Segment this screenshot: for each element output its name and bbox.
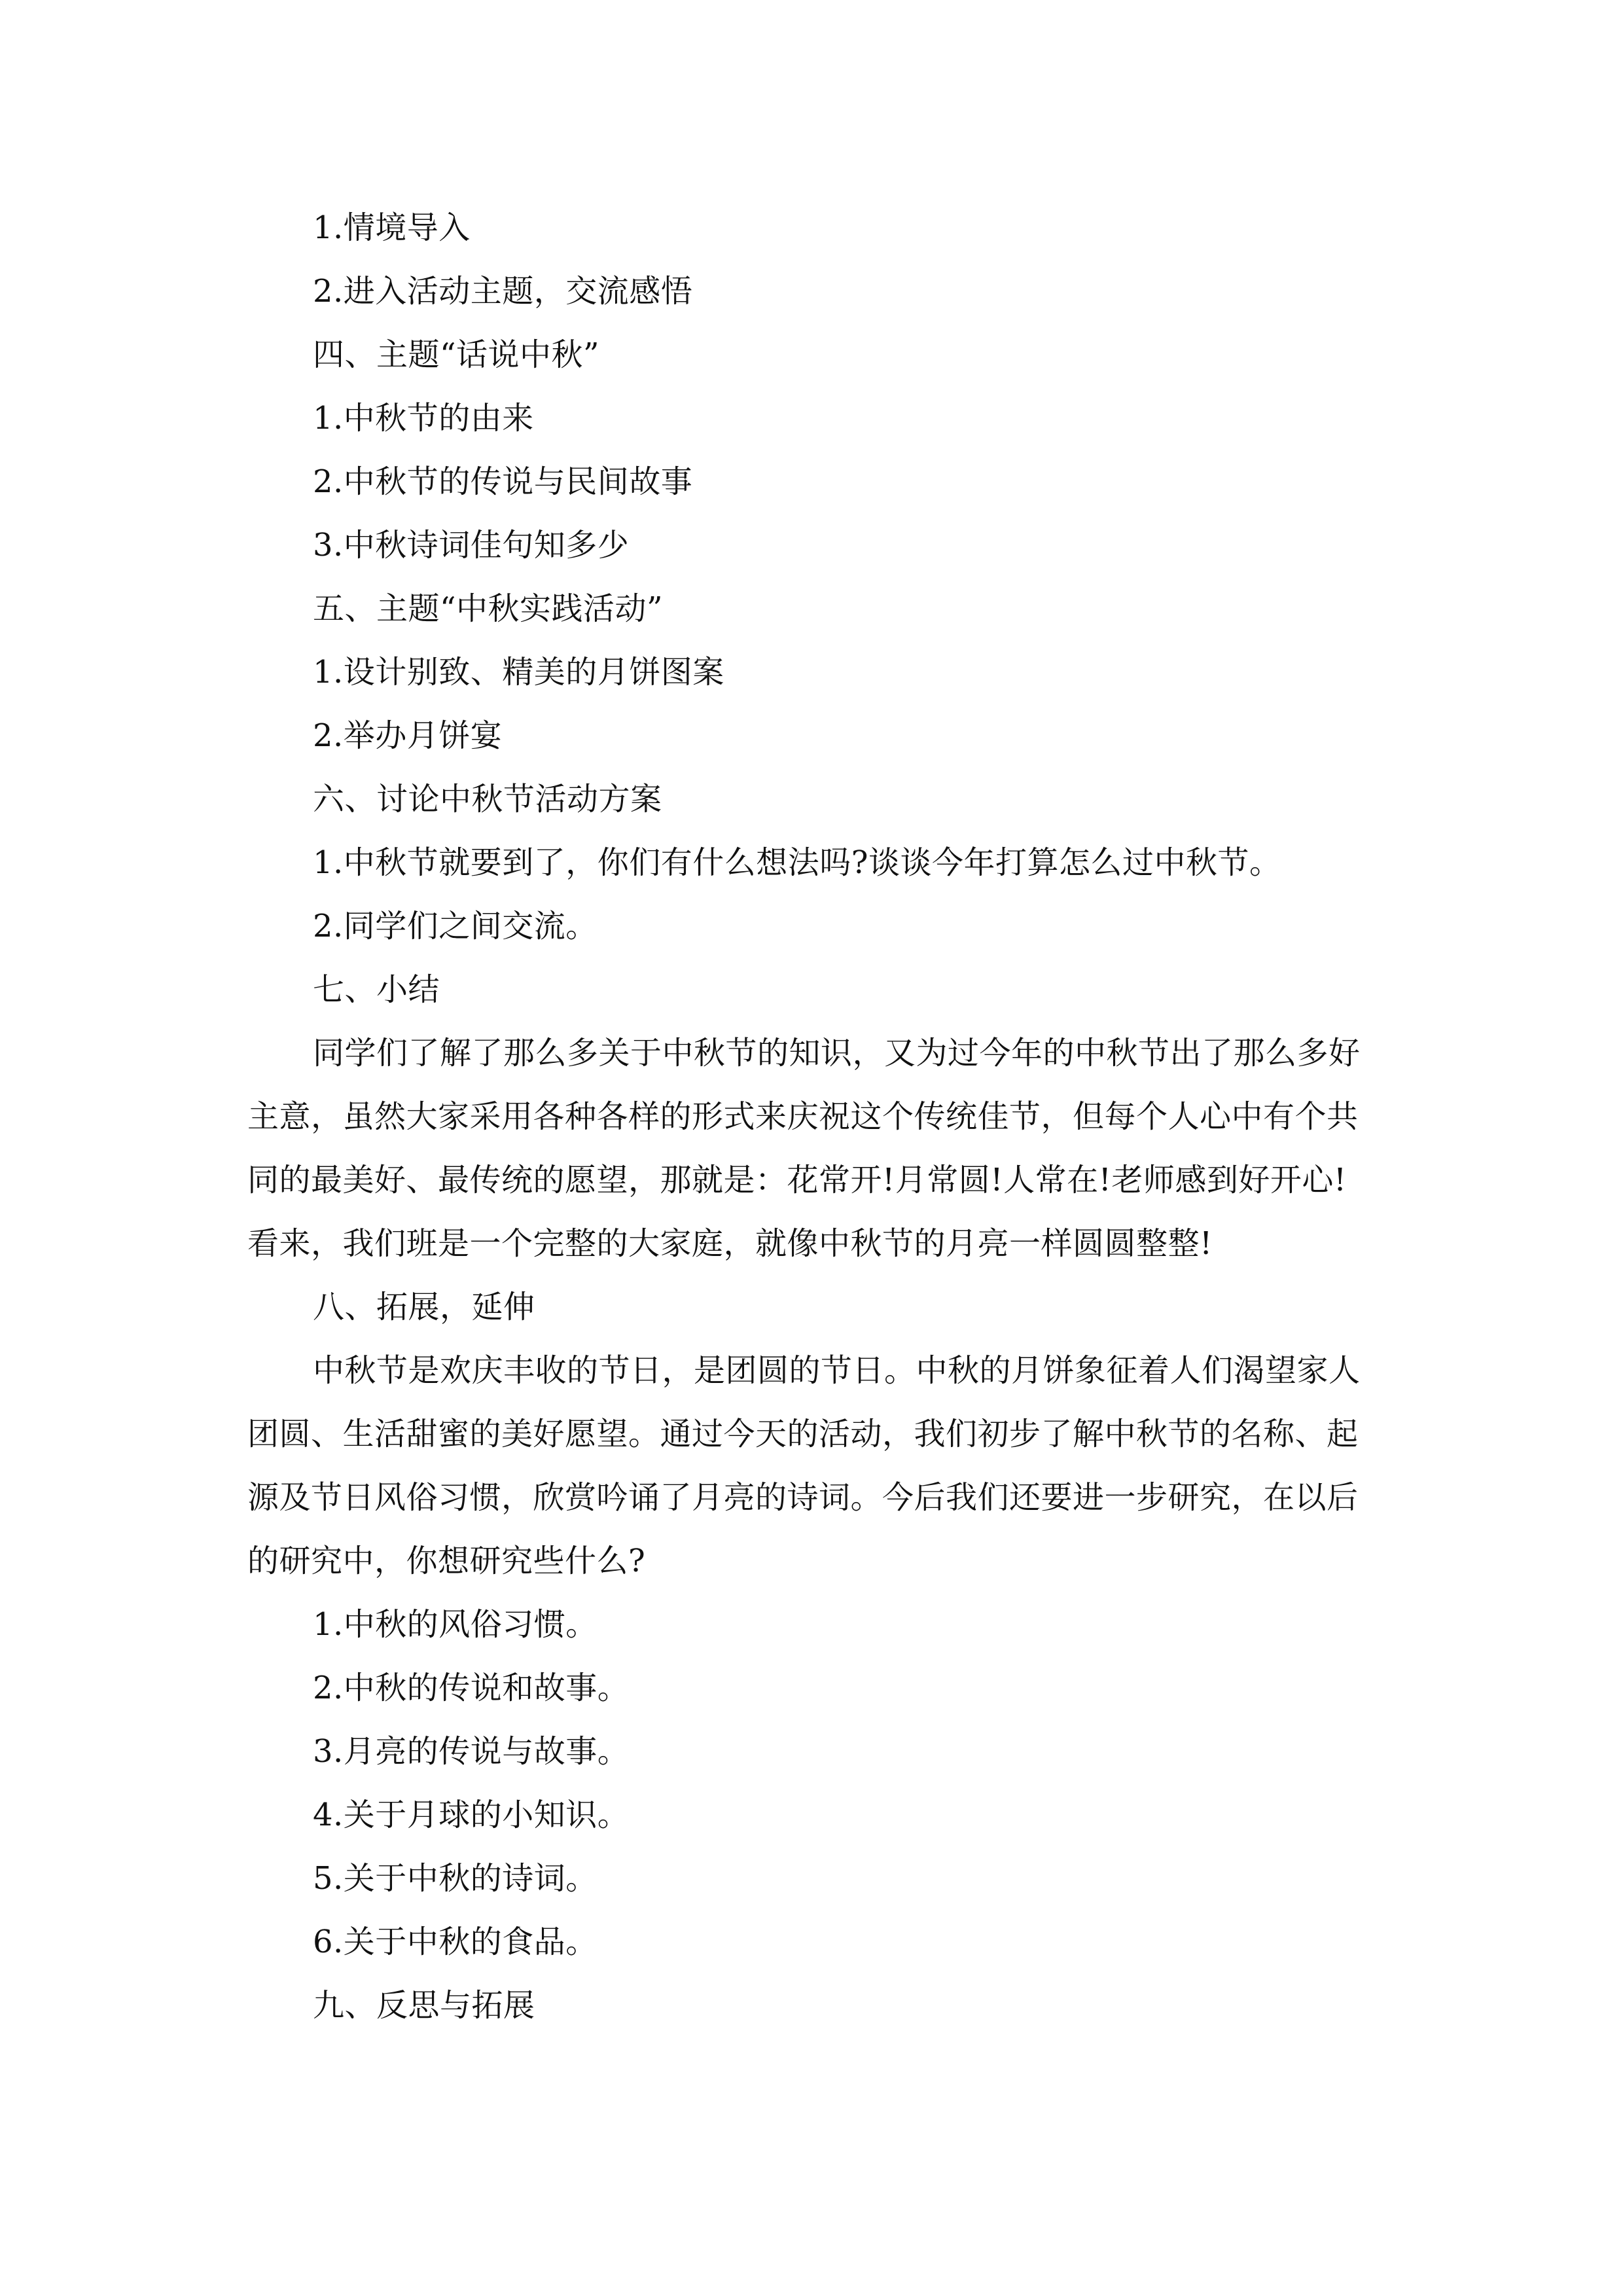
list-item-situation-intro: 1.情境导入 bbox=[313, 209, 471, 246]
list-item-legends-stories: 2.中秋的传说和故事。 bbox=[313, 1670, 630, 1706]
section-heading-8: 八、拓展，延伸 bbox=[313, 1289, 535, 1325]
paragraph-summary-line-3: 同的最美好、最传统的愿望，那就是：花常开!月常圆!人常在!老师感到好开心! bbox=[247, 1162, 1347, 1198]
list-item-ideas: 1.中秋节就要到了，你们有什么想法吗?谈谈今年打算怎么过中秋节。 bbox=[313, 844, 1281, 881]
section-heading-9: 九、反思与拓展 bbox=[313, 1987, 535, 2024]
list-item-mid-autumn-poems: 5.关于中秋的诗词。 bbox=[313, 1860, 597, 1897]
paragraph-summary-line-2: 主意，虽然大家采用各种各样的形式来庆祝这个传统佳节，但每个人心中有个共 bbox=[247, 1098, 1359, 1135]
paragraph-extension-line-4: 的研究中，你想研究些什么? bbox=[247, 1543, 646, 1579]
list-item-legends: 2.中秋节的传说与民间故事 bbox=[313, 463, 693, 500]
list-item-customs: 1.中秋的风俗习惯。 bbox=[313, 1606, 597, 1643]
list-item-enter-theme: 2.进入活动主题，交流感悟 bbox=[313, 273, 693, 310]
section-heading-5: 五、主题“中秋实践活动” bbox=[313, 590, 664, 627]
section-heading-7: 七、小结 bbox=[313, 971, 440, 1008]
list-item-poems: 3.中秋诗词佳句知多少 bbox=[313, 527, 630, 564]
list-item-moon-knowledge: 4.关于月球的小知识。 bbox=[313, 1797, 630, 1833]
paragraph-extension-line-1: 中秋节是欢庆丰收的节日，是团圆的节日。中秋的月饼象征着人们渴望家人 bbox=[313, 1352, 1361, 1389]
section-heading-6: 六、讨论中秋节活动方案 bbox=[313, 781, 662, 817]
list-item-origin: 1.中秋节的由来 bbox=[313, 400, 534, 437]
list-item-mooncake-design: 1.设计别致、精美的月饼图案 bbox=[313, 654, 724, 691]
paragraph-extension-line-2: 团圆、生活甜蜜的美好愿望。通过今天的活动，我们初步了解中秋节的名称、起 bbox=[247, 1416, 1359, 1452]
paragraph-summary-line-1: 同学们了解了那么多关于中秋节的知识，又为过今年的中秋节出了那么多好 bbox=[313, 1035, 1361, 1071]
list-item-moon-legends: 3.月亮的传说与故事。 bbox=[313, 1733, 630, 1770]
list-item-mid-autumn-food: 6.关于中秋的食品。 bbox=[313, 1924, 597, 1960]
list-item-exchange: 2.同学们之间交流。 bbox=[313, 908, 597, 944]
list-item-mooncake-feast: 2.举办月饼宴 bbox=[313, 717, 503, 754]
paragraph-extension-line-3: 源及节日风俗习惯，欣赏吟诵了月亮的诗词。今后我们还要进一步研究，在以后 bbox=[247, 1479, 1359, 1516]
paragraph-summary-line-4: 看来，我们班是一个完整的大家庭，就像中秋节的月亮一样圆圆整整! bbox=[247, 1225, 1213, 1262]
section-heading-4: 四、主题“话说中秋” bbox=[313, 336, 600, 373]
